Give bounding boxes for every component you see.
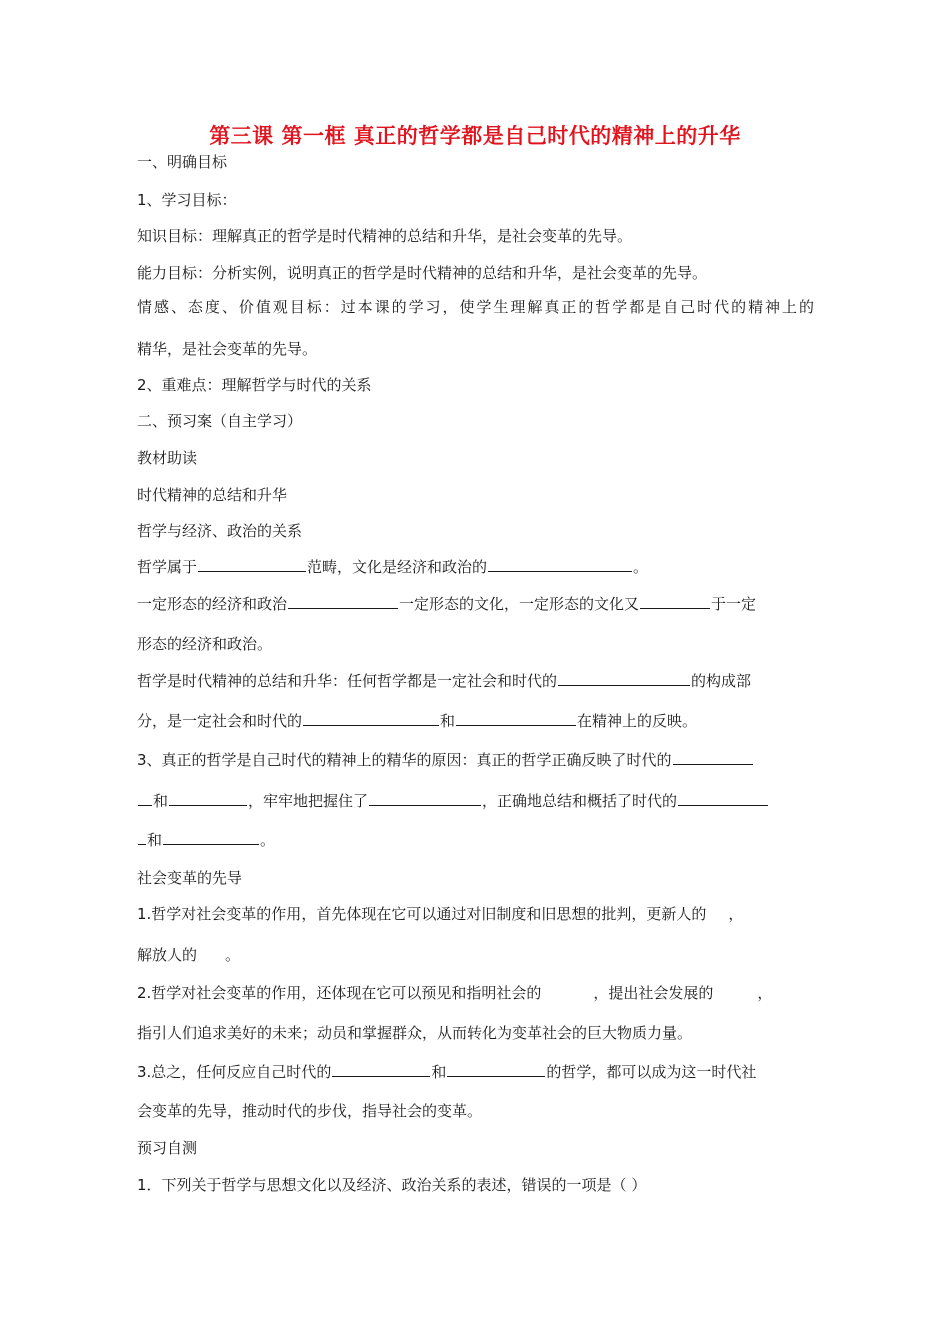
text: 2.哲学对社会变革的作用，还体现在它可以预见和指明社会的 bbox=[137, 984, 542, 1002]
text: ，牢牢地把握住了 bbox=[248, 792, 369, 810]
text: ， bbox=[757, 984, 773, 1002]
text: 和 bbox=[147, 831, 163, 849]
goal-knowledge: 知识目标：理解真正的哲学是时代精神的总结和升华，是社会变革的先导。 bbox=[137, 227, 633, 245]
page-title: 第三课 第一框 真正的哲学都是自己时代的精神上的升华 bbox=[209, 124, 741, 148]
text: 。 bbox=[633, 558, 649, 576]
text: 。 bbox=[225, 946, 241, 964]
text: 一定形态的文化，一定形态的文化又 bbox=[399, 595, 640, 613]
text: 的构成部 bbox=[691, 672, 752, 690]
blank-field[interactable] bbox=[447, 1061, 545, 1077]
blank-field[interactable] bbox=[198, 556, 306, 572]
section-heading-goals: 一、明确目标 bbox=[137, 153, 228, 171]
blank-field[interactable] bbox=[369, 790, 481, 806]
fill-line-p2-cont: 形态的经济和政治。 bbox=[137, 635, 273, 653]
fill-line-p1 bbox=[137, 556, 648, 577]
text: 范畴，文化是经济和政治的 bbox=[307, 558, 488, 576]
blank-field[interactable] bbox=[678, 790, 768, 806]
blank-field[interactable] bbox=[332, 1061, 430, 1077]
fill-line-p7 bbox=[137, 1061, 756, 1082]
self-test-heading: 预习自测 bbox=[137, 1139, 198, 1157]
fill-line-p4 bbox=[137, 749, 754, 770]
text: ，提出社会发展的 bbox=[593, 984, 714, 1002]
text: ，正确地总结和概括了时代的 bbox=[482, 792, 678, 810]
fill-line-p6-cont: 指引人们追求美好的未来；动员和掌握群众，从而转化为变革社会的巨大物质力量。 bbox=[137, 1024, 693, 1042]
text: 哲学属于 bbox=[137, 558, 198, 576]
text: 一定形态的经济和政治 bbox=[137, 595, 288, 613]
goal-ability: 能力目标：分析实例，说明真正的哲学是时代精神的总结和升华，是社会变革的先导。 bbox=[137, 264, 708, 282]
goal-emotion-line2: 精华，是社会变革的先导。 bbox=[137, 340, 318, 358]
subheading-spirit: 时代精神的总结和升华 bbox=[137, 486, 288, 504]
subheading-economy-politics: 哲学与经济、政治的关系 bbox=[137, 522, 303, 540]
blank-field[interactable] bbox=[138, 829, 146, 845]
blank-field[interactable] bbox=[303, 710, 439, 726]
text: 和 bbox=[431, 1063, 447, 1081]
section-heading-preview: 二、预习案（自主学习） bbox=[137, 412, 303, 430]
question-1: 1．下列关于哲学与思想文化以及经济、政治关系的表述，错误的一项是（ ） bbox=[137, 1176, 647, 1194]
blank-field[interactable] bbox=[138, 790, 152, 806]
blank-field[interactable] bbox=[673, 749, 753, 765]
fill-line-p3 bbox=[137, 670, 751, 691]
key-points: 2、重难点：理解哲学与时代的关系 bbox=[137, 376, 372, 394]
text: 在精神上的反映。 bbox=[577, 712, 698, 730]
blank-field[interactable] bbox=[488, 556, 632, 572]
text: 3、真正的哲学是自己时代的精神上的精华的原因：真正的哲学正确反映了时代的 bbox=[137, 751, 672, 769]
fill-line-p4-cont2 bbox=[137, 829, 275, 850]
text: ， bbox=[728, 905, 744, 923]
text: 1.哲学对社会变革的作用，首先体现在它可以通过对旧制度和旧思想的批判，更新人的 bbox=[137, 905, 707, 923]
text: 和 bbox=[440, 712, 456, 730]
text: 分，是一定社会和时代的 bbox=[137, 712, 303, 730]
blank-field[interactable] bbox=[288, 593, 398, 609]
blank-field[interactable] bbox=[640, 593, 710, 609]
subheading-social-change: 社会变革的先导 bbox=[137, 869, 243, 887]
fill-line-p5-cont bbox=[137, 945, 240, 965]
fill-line-p2 bbox=[137, 593, 756, 614]
text: 和 bbox=[153, 792, 169, 810]
fill-line-p6 bbox=[137, 983, 772, 1003]
fill-line-p7-cont: 会变革的先导，推动时代的步伐，指导社会的变革。 bbox=[137, 1102, 483, 1120]
text: 哲学是时代精神的总结和升华：任何哲学都是一定社会和时代的 bbox=[137, 672, 558, 690]
fill-line-p4-cont bbox=[137, 790, 769, 811]
learning-goals-label: 1、学习目标： bbox=[137, 191, 237, 209]
blank-field[interactable] bbox=[163, 829, 259, 845]
fill-line-p3-cont bbox=[137, 710, 697, 731]
blank-field[interactable] bbox=[456, 710, 576, 726]
blank-field[interactable] bbox=[169, 790, 247, 806]
text: 的哲学，都可以成为这一时代社 bbox=[546, 1063, 757, 1081]
text: 解放人的 bbox=[137, 946, 198, 964]
blank-field[interactable] bbox=[558, 670, 690, 686]
text: 3.总之，任何反应自己时代的 bbox=[137, 1063, 332, 1081]
text: 于一定 bbox=[711, 595, 757, 613]
goal-emotion-line1: 情感、态度、价值观目标：过本课的学习，使学生理解真正的哲学都是自己时代的精神上的 bbox=[137, 298, 814, 316]
textbook-guide-heading: 教材助读 bbox=[137, 449, 198, 467]
text: 。 bbox=[260, 831, 276, 849]
fill-line-p5 bbox=[137, 904, 743, 924]
